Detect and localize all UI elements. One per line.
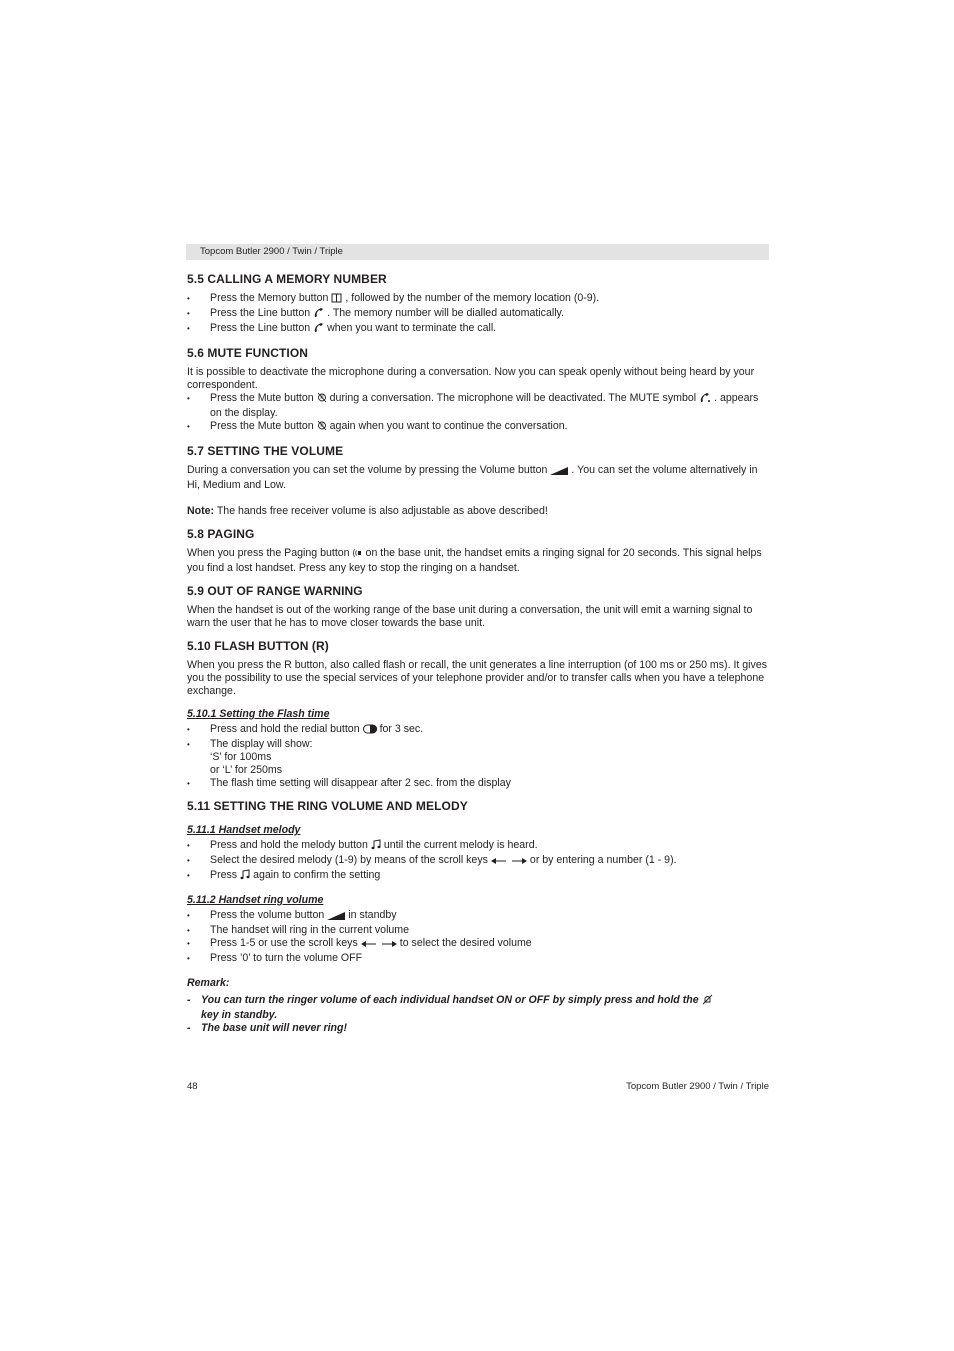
mute-icon	[317, 392, 327, 407]
paragraph: It is possible to deactivate the microphone during a conversation. Now you can speak openly without being heard by your correspondent.	[187, 366, 755, 391]
remark-item: - The base unit will never ring!	[187, 1022, 347, 1034]
arrow-left-icon	[361, 939, 376, 952]
section-title: 5.6 MUTE FUNCTION	[187, 346, 309, 360]
section-flash	[187, 638, 769, 790]
music-note-icon	[371, 839, 381, 854]
section-volume	[187, 443, 769, 518]
paragraph: When the handset is out of the working range of the base unit during a conversation, the unit will emit a warning signal to warn the user that he has to move closer towards the base unit.	[187, 604, 753, 629]
list-item: ‘S’ for 100ms	[210, 751, 272, 763]
section-title: 5.7 SETTING THE VOLUME	[187, 444, 344, 458]
volume-wedge-icon	[327, 911, 345, 924]
volume-wedge-icon	[550, 466, 568, 479]
list-item: • Press ’0’ to turn the volume OFF	[187, 952, 769, 965]
section-mute	[187, 345, 769, 435]
subsection-title: 5.10.1 Setting the Flash time	[187, 708, 330, 720]
paragraph: When you press the Paging button on the base unit, the handset emits a ringing signal for 20 seconds. This signal helps you find a lost handset. Press any key to stop the ringing on a handset.	[187, 547, 762, 574]
header-title: Topcom Butler 2900 / Twin / Triple	[200, 246, 343, 257]
section-paging	[187, 526, 769, 575]
list-item: • Press the volume button in standby	[187, 909, 769, 924]
mute-icon	[317, 420, 327, 435]
list-item: • The flash time setting will disappear after 2 sec. from the display	[187, 777, 769, 790]
list-item: • Press the Mute button during a conversation. The microphone will be deactivated. The MUTE symbol . appears on the display.	[187, 392, 769, 420]
list-item: • The display will show:	[187, 738, 769, 751]
paging-icon	[353, 548, 363, 562]
list-item: • Press the Memory button , followed by the number of the memory location (0-9).	[187, 292, 769, 307]
bullet-list	[187, 292, 769, 337]
page-header	[186, 244, 769, 260]
list-item: • Select the desired melody (1-9) by means of the scroll keys or by entering a number (1 - 9).	[187, 854, 769, 869]
bullet-list	[187, 839, 769, 884]
ringer-off-icon	[702, 994, 713, 1009]
section-title: 5.11 SETTING THE RING VOLUME AND MELODY	[187, 799, 468, 813]
music-note-icon	[240, 869, 250, 884]
paragraph: When you press the R button, also called flash or recall, the unit generates a line interruption (of 100 ms or 250 ms). It gives you the possibility to use the special services of your telephone provider and/or to transfer calls when you have a telephone exchange.	[187, 659, 768, 697]
subsection-title: 5.11.2 Handset ring volume	[187, 894, 324, 906]
list-item: • Press 1-5 or use the scroll keys to select the desired volume	[187, 937, 769, 952]
section-ring-volume	[187, 798, 769, 965]
page-number: 48	[187, 1081, 198, 1092]
mute-symbol-icon	[699, 392, 711, 407]
list-item: • Press and hold the redial button for 3 sec.	[187, 723, 769, 738]
redial-icon	[363, 724, 377, 738]
list-item: • The handset will ring in the current volume	[187, 924, 769, 937]
memory-book-icon	[331, 293, 342, 307]
section-title: 5.8 PAGING	[187, 527, 255, 541]
arrow-right-icon	[382, 939, 397, 952]
arrow-left-icon	[491, 856, 506, 869]
paragraph: During a conversation you can set the volume by pressing the Volume button . You can set the volume alternatively in Hi, Medium and Low.	[187, 464, 758, 491]
list-item: • Press again to confirm the setting	[187, 869, 769, 884]
remark-block	[187, 977, 769, 1035]
phone-handset-icon	[313, 322, 324, 337]
section-title: 5.9 OUT OF RANGE WARNING	[187, 584, 363, 598]
subsection-title: 5.11.1 Handset melody	[187, 824, 301, 836]
note: Note: The hands free receiver volume is also adjustable as above described!	[187, 505, 548, 517]
list-item: • Press the Line button . The memory number will be dialled automatically.	[187, 307, 769, 322]
bullet-list	[187, 392, 769, 435]
list-item: or ‘L’ for 250ms	[210, 764, 283, 776]
list-item: • Press the Mute button again when you want to continue the conversation.	[187, 420, 769, 435]
bullet-list	[187, 723, 769, 790]
list-item: • Press the Line button when you want to terminate the call.	[187, 322, 769, 337]
section-out-of-range	[187, 583, 769, 630]
section-calling-memory	[187, 271, 769, 337]
list-item: • Press and hold the melody button until the current melody is heard.	[187, 839, 769, 854]
remark-item: - You can turn the ringer volume of each individual handset ON or OFF by simply press and hold the key in standby.	[187, 994, 769, 1022]
section-title: 5.5 CALLING A MEMORY NUMBER	[187, 272, 387, 286]
remark-title: Remark:	[187, 977, 230, 989]
footer-title: Topcom Butler 2900 / Twin / Triple	[626, 1081, 769, 1092]
phone-handset-icon	[313, 307, 324, 322]
section-title: 5.10 FLASH BUTTON (R)	[187, 639, 329, 653]
bullet-list	[187, 909, 769, 965]
page-content	[187, 271, 769, 1035]
arrow-right-icon	[512, 856, 527, 869]
